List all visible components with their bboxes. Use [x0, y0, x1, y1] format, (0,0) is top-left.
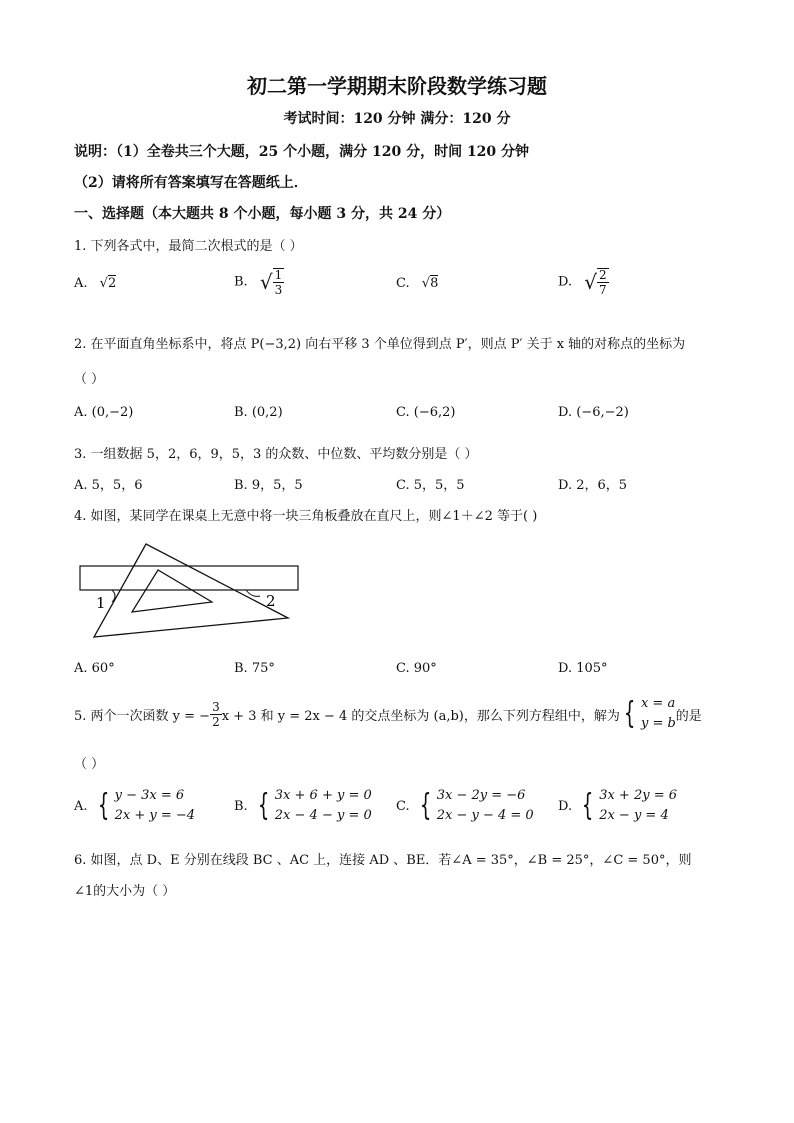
equation: 2x − y − 4 = 0 [436, 808, 534, 823]
q5-solution-system [641, 694, 676, 734]
question-6-stem: 6. 如图，点 D、E 分别在线段 BC 、AC 上，连接 AD 、BE．若∠A = 35°，∠B = 25°，∠C = 50°，则 [74, 853, 692, 868]
q5-stem-post: 的是 [675, 708, 702, 724]
question-3-stem: 3. 一组数据 5，2，6，9，5，3 的众数、中位数、平均数分别是（ ） [74, 447, 478, 462]
page-title: 初二第一学期期末阶段数学练习题 [247, 74, 547, 98]
denominator: 2 [212, 714, 220, 729]
instructions-line-2: （2）请将所有答案填写在答题纸上． [74, 175, 308, 191]
q2-option-d: D. (−6,−2) [558, 405, 629, 420]
q2-option-c: C. (−6,2) [396, 405, 456, 420]
question-4-stem: 4. 如图，某同学在课桌上无意中将一块三角板叠放在直尺上，则∠1＋∠2 等于( ) [74, 509, 538, 524]
q1-option-b-fraction [273, 268, 285, 296]
ruler-triangle-figure [74, 540, 314, 645]
sqrt-symbol: √ [259, 270, 273, 294]
q4-option-a: A. 60° [74, 661, 115, 676]
equation-system [275, 786, 372, 826]
brace: { [623, 696, 636, 731]
instructions-line-1: 说明：（1）全卷共三个大题，25 个小题，满分 120 分，时间 120 分钟 [74, 144, 530, 160]
brace: { [257, 788, 269, 823]
q1-option-a [74, 276, 116, 291]
equation: 3x + 2y = 6 [599, 788, 677, 803]
q3-option-d: D. 2，6，5 [558, 478, 628, 493]
brace: { [97, 788, 109, 823]
equation-system [599, 786, 677, 826]
equation: 2x − 4 − y = 0 [274, 808, 372, 823]
equation-system [115, 786, 195, 826]
q4-option-d: D. 105° [558, 661, 608, 676]
q1-option-b-label: B. [234, 274, 248, 290]
q1-option-c [396, 276, 438, 291]
q4-option-c: C. 90° [396, 661, 437, 676]
question-5-stem [74, 692, 702, 736]
q3-option-a: A. 5，5，6 [74, 478, 143, 493]
triangle-inner [132, 570, 212, 612]
q5-fraction [210, 701, 222, 728]
equation: y − 3x = 6 [114, 788, 185, 803]
q3-option-c: C. 5，5，5 [396, 478, 465, 493]
q1-option-d [558, 268, 609, 296]
equation: 2x + y = −4 [114, 808, 196, 823]
question-5-paren: （ ） [74, 757, 105, 772]
equation: 3x + 6 + y = 0 [274, 788, 372, 803]
question-6-stem-line-2: ∠1的大小为（ ） [74, 884, 176, 899]
denominator: 3 [274, 283, 283, 297]
q4-option-b: B. 75° [234, 661, 275, 676]
q1-option-c-radicand: 8 [430, 276, 439, 291]
option-label: D. [558, 798, 573, 814]
option-label: C. [396, 798, 410, 814]
option-label: B. [234, 798, 248, 814]
q1-option-a-radicand: 2 [107, 276, 117, 291]
q5-option-c [396, 786, 534, 826]
question-2-stem: 2. 在平面直角坐标系中，将点 P(−3,2) 向右平移 3 个单位得到点 P′，则点 P′ 关于 x 轴的对称点的坐标为 [74, 337, 686, 352]
question-1-stem: 1. 下列各式中，最简二次根式的是（ ） [74, 239, 303, 254]
angle-2-arc [246, 590, 260, 596]
equation-system [437, 786, 534, 826]
q3-option-b: B. 9，5，5 [234, 478, 303, 493]
sqrt-symbol: √ [421, 276, 431, 291]
equation: 3x − 2y = −6 [436, 788, 526, 803]
sqrt-symbol: √ [584, 270, 597, 294]
section-heading: 一、选择题（本大题共 8 个小题，每小题 3 分，共 24 分） [74, 206, 451, 222]
sqrt-symbol: √ [99, 276, 108, 291]
equation: x = a [640, 696, 676, 711]
q2-option-b: B. (0,2) [234, 405, 283, 420]
q5-stem-pre: 5. 两个一次函数 y = − [74, 708, 211, 724]
equation: y = b [640, 716, 676, 731]
denominator: 7 [598, 283, 607, 297]
q1-option-d-fraction [597, 268, 609, 296]
angle-1-label: 1 [96, 594, 106, 612]
numerator: 1 [274, 268, 283, 282]
q2-option-a: A. (0,−2) [74, 405, 134, 420]
brace: { [419, 788, 431, 823]
q1-option-a-label: A. [74, 276, 88, 291]
q1-option-d-label: D. [558, 274, 573, 290]
q1-option-c-label: C. [396, 276, 410, 291]
q5-option-a [74, 786, 195, 826]
numerator: 3 [212, 699, 220, 714]
q5-option-b [234, 786, 372, 826]
option-label: A. [74, 798, 88, 814]
equation: 2x − y = 4 [599, 808, 669, 823]
q1-option-b [234, 268, 284, 296]
q5-option-d [558, 786, 677, 826]
exam-info: 考试时间：120 分钟 满分：120 分 [283, 111, 511, 127]
q5-stem-mid: x + 3 和 y = 2x − 4 的交点坐标为 (a,b)，那么下列方程组中，解为 [221, 708, 620, 724]
numerator: 2 [598, 268, 607, 282]
ruler [80, 566, 298, 590]
question-2-paren: （ ） [74, 372, 105, 387]
angle-2-label: 2 [266, 592, 276, 610]
brace: { [581, 788, 594, 823]
